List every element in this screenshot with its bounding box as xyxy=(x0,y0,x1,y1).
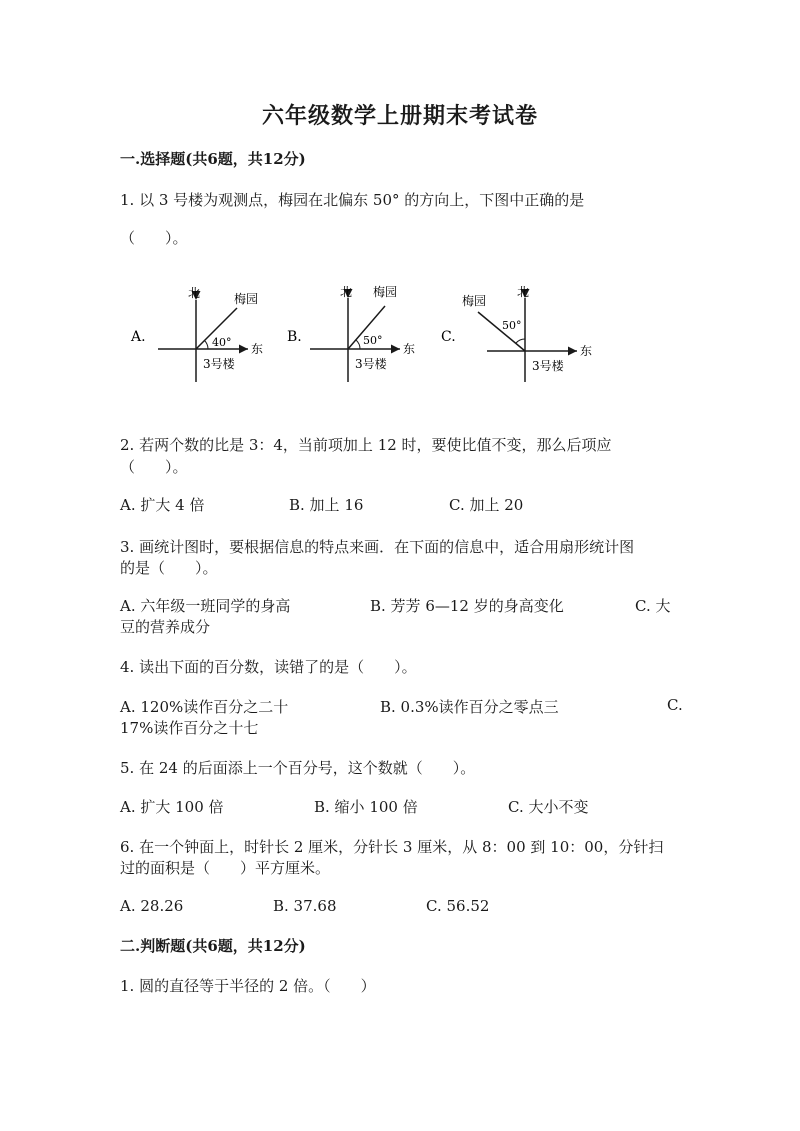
question-1-blank: （ ）。 xyxy=(120,229,188,247)
question-4-option-a: A. 120%读作百分之二十 xyxy=(120,698,289,716)
question-4-option-b: B. 0.3%读作百分之零点三 xyxy=(380,698,559,716)
section-2-heading: 二.判断题(共6题，共12分) xyxy=(120,937,306,955)
question-4-option-c: C. xyxy=(667,696,683,714)
question-5-option-b: B. 缩小 100 倍 xyxy=(314,798,418,816)
question-3-option-a: A. 六年级一班同学的身高 xyxy=(120,597,291,615)
question-2-text: 2. 若两个数的比是 3：4，当前项加上 12 时，要使比值不变，那么后项应 xyxy=(120,436,612,454)
question-6-option-c: C. 56.52 xyxy=(426,897,490,915)
figure-c-origin-label: 3号楼 xyxy=(532,359,564,373)
figure-a-origin-label: 3号楼 xyxy=(203,357,235,371)
figure-b-north-label: 北 xyxy=(340,285,353,299)
question-3-option-b: B. 芳芳 6—12 岁的身高变化 xyxy=(370,597,564,615)
question-2-option-b: B. 加上 16 xyxy=(289,496,364,514)
figure-a-target-label: 梅园 xyxy=(234,292,259,306)
figure-b xyxy=(287,284,415,382)
question-3-blank: 的是（ ）。 xyxy=(120,559,218,577)
question-2-option-a: A. 扩大 4 倍 xyxy=(120,496,205,514)
figure-c-angle-arc xyxy=(516,339,525,343)
judgement-1-text: 1. 圆的直径等于半径的 2 倍。（ ） xyxy=(120,977,376,995)
question-4-text: 4. 读出下面的百分数，读错了的是（ ）。 xyxy=(120,658,417,676)
figure-c-target-label: 梅园 xyxy=(462,294,487,308)
section-1-heading: 一.选择题(共6题，共12分) xyxy=(120,150,306,168)
figure-a-east-label: 东 xyxy=(251,342,264,356)
question-1-figures xyxy=(0,0,800,400)
figure-b-target-label: 梅园 xyxy=(373,285,398,299)
page-title: 六年级数学上册期末考试卷 xyxy=(261,103,538,129)
figure-b-angle-label: 50° xyxy=(363,334,383,347)
figure-b-origin-label: 3号楼 xyxy=(355,357,387,371)
question-5-option-c: C. 大小不变 xyxy=(508,798,589,816)
question-5-text: 5. 在 24 的后面添上一个百分号，这个数就（ ）。 xyxy=(120,759,476,777)
figure-a-angle-arc xyxy=(205,341,209,350)
figure-c-east-label: 东 xyxy=(580,344,593,358)
question-2-option-c: C. 加上 20 xyxy=(449,496,524,514)
question-6-blank: 过的面积是（ ）平方厘米。 xyxy=(120,859,331,877)
question-6-text: 6. 在一个钟面上，时针长 2 厘米，分针长 3 厘米，从 8：00 到 10：00，分针扫 xyxy=(120,838,664,856)
question-3-text: 3. 画统计图时，要根据信息的特点来画．在下面的信息中，适合用扇形统计图 xyxy=(120,538,635,556)
question-6-option-b: B. 37.68 xyxy=(273,897,337,915)
figure-c xyxy=(441,285,592,382)
question-4-option-c-continued: 17%读作百分之十七 xyxy=(120,719,259,737)
figure-b-angle-arc xyxy=(356,340,360,349)
figure-b-east-label: 东 xyxy=(403,342,416,356)
question-6-option-a: A. 28.26 xyxy=(120,897,184,915)
figure-c-angle-label: 50° xyxy=(502,319,522,332)
figure-a xyxy=(130,286,263,382)
figure-a-option-label: A. xyxy=(131,329,146,345)
question-2-blank: （ ）。 xyxy=(120,458,188,476)
question-1-text: 1. 以 3 号楼为观测点，梅园在北偏东 50° 的方向上，下图中正确的是 xyxy=(120,191,585,209)
figure-c-north-label: 北 xyxy=(517,285,530,299)
figure-a-angle-label: 40° xyxy=(212,336,232,349)
figure-a-north-label: 北 xyxy=(188,286,201,300)
question-5-option-a: A. 扩大 100 倍 xyxy=(120,798,224,816)
question-3-option-c-continued: 豆的营养成分 xyxy=(120,618,211,636)
figure-b-option-label: B. xyxy=(287,329,302,345)
question-3-option-c: C. 大 xyxy=(635,597,671,615)
figure-c-option-label: C. xyxy=(441,329,456,345)
